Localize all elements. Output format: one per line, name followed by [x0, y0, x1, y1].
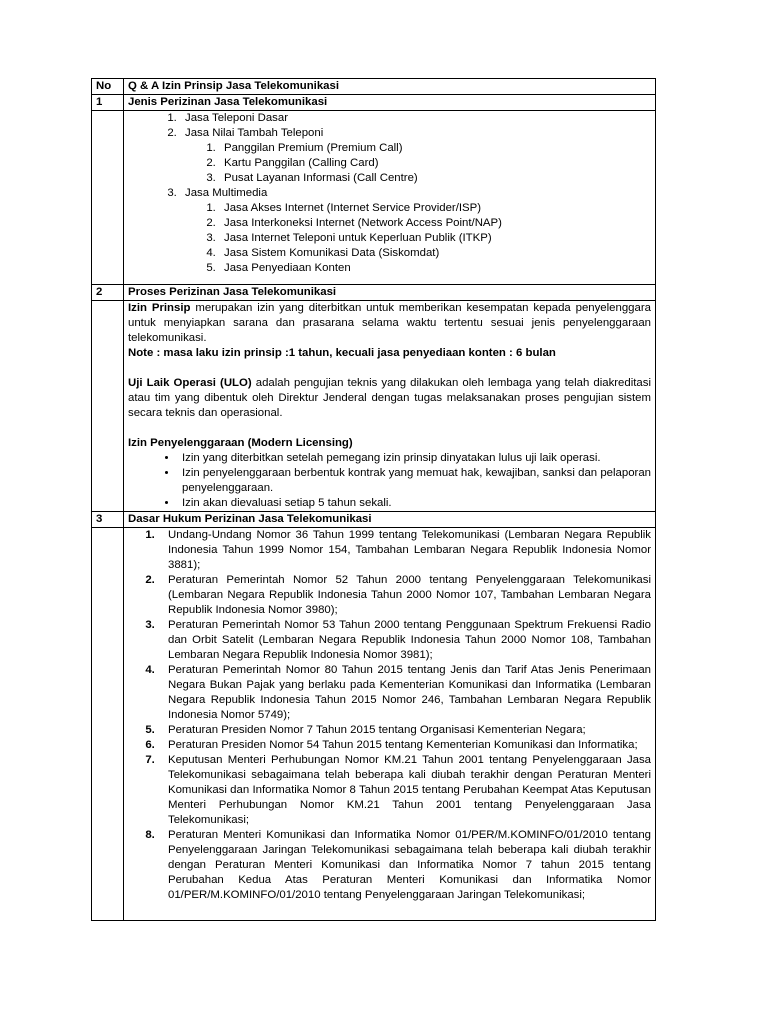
sub-list-item: 3. Pusat Layanan Informasi (Call Centre) [219, 171, 651, 186]
section-1-number: 1 [92, 95, 124, 111]
sub-list-item: 4. Jasa Sistem Komunikasi Data (Siskomdat) [219, 246, 651, 261]
sub-list-item: 1. Jasa Akses Internet (Internet Service Provider/ISP) [219, 201, 651, 216]
section-2-empty-cell [92, 301, 124, 512]
legal-basis-item: 1. Undang-Undang Nomor 36 Tahun 1999 tentang Telekomunikasi (Lembaran Negara Republik Indonesia Tahun 1999 Nomor 154, Tambahan Lembaran Negara Republik Indonesia Nomor 3881); [158, 528, 651, 573]
izin-prinsip-paragraph [128, 301, 651, 346]
legal-basis-item: 4. Peraturan Pemerintah Nomor 80 Tahun 2015 tentang Jenis dan Tarif Atas Jenis Penerimaan Negara Bukan Pajak yang berlaku pada Kementerian Komunikasi dan Informatika (Lembaran Negara Republik Indonesia Tahun 2015 Nomor 246, Tambahan Lembaran Negara Republik Indonesia Nomor 5749); [158, 663, 651, 723]
bullet-item: • Izin penyelenggaraan berbentuk kontrak yang memuat hak, kewajiban, sanksi dan pelaporan penyelenggaraan. [178, 466, 651, 496]
license-type-label: Jasa Nilai Tambah Teleponi [185, 127, 324, 139]
section-3-empty-cell [92, 528, 124, 921]
validity-note: Note : masa laku izin prinsip :1 tahun, kecuali jasa penyediaan konten : 6 bulan [128, 347, 556, 359]
list-item [180, 186, 651, 276]
list-item [180, 126, 651, 186]
section-3-title: Dasar Hukum Perizinan Jasa Telekomunikasi [124, 512, 656, 528]
bullet-item: • Izin yang diterbitkan setelah pemegang izin prinsip dinyatakan lulus uji laik operasi. [178, 451, 651, 466]
legal-basis-item: 5. Peraturan Presiden Nomor 7 Tahun 2015 tentang Organisasi Kementerian Negara; [158, 723, 651, 738]
table-header-row [92, 79, 656, 95]
ulo-text: adalah pengujian teknis yang dilakukan oleh lembaga yang telah diakreditasi atau tim yang dibentuk oleh Direktur Jenderal dengan tugas melaksanakan proses pengujian sistem secara teknis dan operasional. [128, 377, 651, 419]
sub-list-item: 2. Kartu Panggilan (Calling Card) [219, 156, 651, 171]
bullet-item: • Izin akan dievaluasi setiap 5 tahun sekali. [178, 496, 651, 511]
sub-list-item: 2. Jasa Interkoneksi Internet (Network Access Point/NAP) [219, 216, 651, 231]
section-3-content-row [92, 528, 656, 921]
license-type-label: Jasa Multimedia [185, 187, 268, 199]
header-title: Q & A Izin Prinsip Jasa Telekomunikasi [124, 79, 656, 95]
legal-basis-item: 7. Keputusan Menteri Perhubungan Nomor KM.21 Tahun 2001 tentang Penyelenggaraan Jasa Telekomunikasi sebagaimana telah beberapa kali diubah terakhir dengan Peraturan Menteri Komunikasi dan Informatika Nomor 8 Tahun 2015 tentang Perubahan Keempat Atas Keputusan Menteri Perhubungan Nomor KM.21 Tahun 2001 tentang Penyelenggaraan Jasa Telekomunikasi; [158, 753, 651, 828]
izin-prinsip-text: merupakan izin yang diterbitkan untuk memberikan kesempatan kepada penyelenggara untuk menyiapkan sarana dan prasarana selama waktu tertentu sesuai jenis penyelenggaraan telekomunikasi. [128, 302, 651, 344]
section-1-empty-cell [92, 111, 124, 285]
section-2-content [124, 301, 656, 512]
section-2-title: Proses Perizinan Jasa Telekomunikasi [124, 285, 656, 301]
legal-basis-item: 2. Peraturan Pemerintah Nomor 52 Tahun 2000 tentang Penyelenggaraan Telekomunikasi (Lembaran Negara Republik Indonesia Tahun 2000 Nomor 107, Tambahan Lembaran Negara Republik Indonesia Nomor 3980); [158, 573, 651, 618]
legal-basis-item: 3. Peraturan Pemerintah Nomor 53 Tahun 2000 tentang Penggunaan Spektrum Frekuensi Radio dan Orbit Satelit (Lembaran Negara Republik Indonesia Tahun 2000 Nomor 108, Tambahan Lembaran Negara Republik Indonesia Nomor 3981); [158, 618, 651, 663]
section-1-title: Jenis Perizinan Jasa Telekomunikasi [124, 95, 656, 111]
license-type-label: Jasa Teleponi Dasar [185, 112, 288, 124]
license-type-list [128, 111, 651, 276]
izin-penyelenggaraan-title: Izin Penyelenggaraan (Modern Licensing) [128, 437, 353, 449]
izin-penyelenggaraan-list [128, 451, 651, 511]
section-3-number: 3 [92, 512, 124, 528]
sub-list-item: 3. Jasa Internet Teleponi untuk Keperluan Publik (ITKP) [219, 231, 651, 246]
header-no: No [92, 79, 124, 95]
list-item [180, 111, 651, 126]
legal-basis-list [128, 528, 651, 903]
section-2-heading-row [92, 285, 656, 301]
section-1-content-row [92, 111, 656, 285]
section-3-heading-row [92, 512, 656, 528]
section-1-content [124, 111, 656, 285]
sub-list-item: 1. Panggilan Premium (Premium Call) [219, 141, 651, 156]
sub-list [185, 201, 651, 276]
sub-list [185, 141, 651, 186]
izin-prinsip-term: Izin Prinsip [128, 302, 191, 314]
section-2-content-row [92, 301, 656, 512]
section-2-number: 2 [92, 285, 124, 301]
ulo-term: Uji Laik Operasi (ULO) [128, 377, 252, 389]
sub-list-item: 5. Jasa Penyediaan Konten [219, 261, 651, 276]
legal-basis-item: 6. Peraturan Presiden Nomor 54 Tahun 2015 tentang Kementerian Komunikasi dan Informatika; [158, 738, 651, 753]
qa-table [91, 78, 656, 921]
ulo-paragraph [128, 376, 651, 421]
section-3-content [124, 528, 656, 921]
legal-basis-item: 8. Peraturan Menteri Komunikasi dan Informatika Nomor 01/PER/M.KOMINFO/01/2010 tentang Penyelenggaraan Jaringan Telekomunikasi sebagaimana telah beberapa kali diubah terakhir dengan Peraturan Menteri Komunikasi dan Informatika Nomor 7 tahun 2015 tentang Perubahan Kedua Atas Peraturan Menteri Komunikasi dan Informatika Nomor 01/PER/M.KOMINFO/01/2010 tentang Penyelenggaraan Jaringan Telekomunikasi; [158, 828, 651, 903]
section-1-heading-row [92, 95, 656, 111]
